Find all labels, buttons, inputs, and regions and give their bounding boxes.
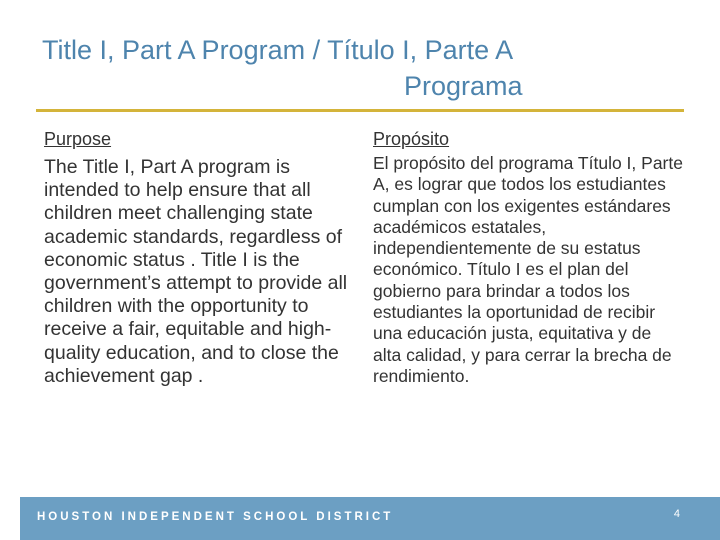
footer-bar <box>20 497 720 540</box>
slide-title-line1: Title I, Part A Program / Título I, Parte A <box>42 35 514 65</box>
purpose-body <box>44 156 349 388</box>
purpose-column <box>44 128 349 388</box>
purpose-paragraph-2: receive a fair, equitable and high-quality education, and to close the achievement gap . <box>44 318 339 387</box>
page-number: 4 <box>673 508 680 520</box>
slide-title-line2: Programa <box>404 71 523 101</box>
purpose-paragraph-1: The Title I, Part A program is intended to help ensure that all children meet challenging state academic standards, regardless of economic status . Title I is the government’s attempt to provide all children with the opportunity to <box>44 156 348 318</box>
purpose-heading: Purpose <box>44 129 112 149</box>
proposito-column <box>373 128 683 387</box>
title-divider <box>36 109 684 112</box>
slide-title <box>42 32 662 104</box>
proposito-body: El propósito del programa Título I, Parte A, es lograr que todos los estudiantes cumplan con los exigentes estándares académicos estatales, independientemente de su estatus económico. Título I es el plan del gobierno para brindar a todos los estudiantes la oportunidad de recibir una educación justa, equitativa y de alta calidad, y para cerrar la brecha de rendimiento. <box>373 153 683 386</box>
footer-organization: HOUSTON INDEPENDENT SCHOOL DISTRICT <box>37 511 394 523</box>
proposito-heading: Propósito <box>373 129 450 149</box>
